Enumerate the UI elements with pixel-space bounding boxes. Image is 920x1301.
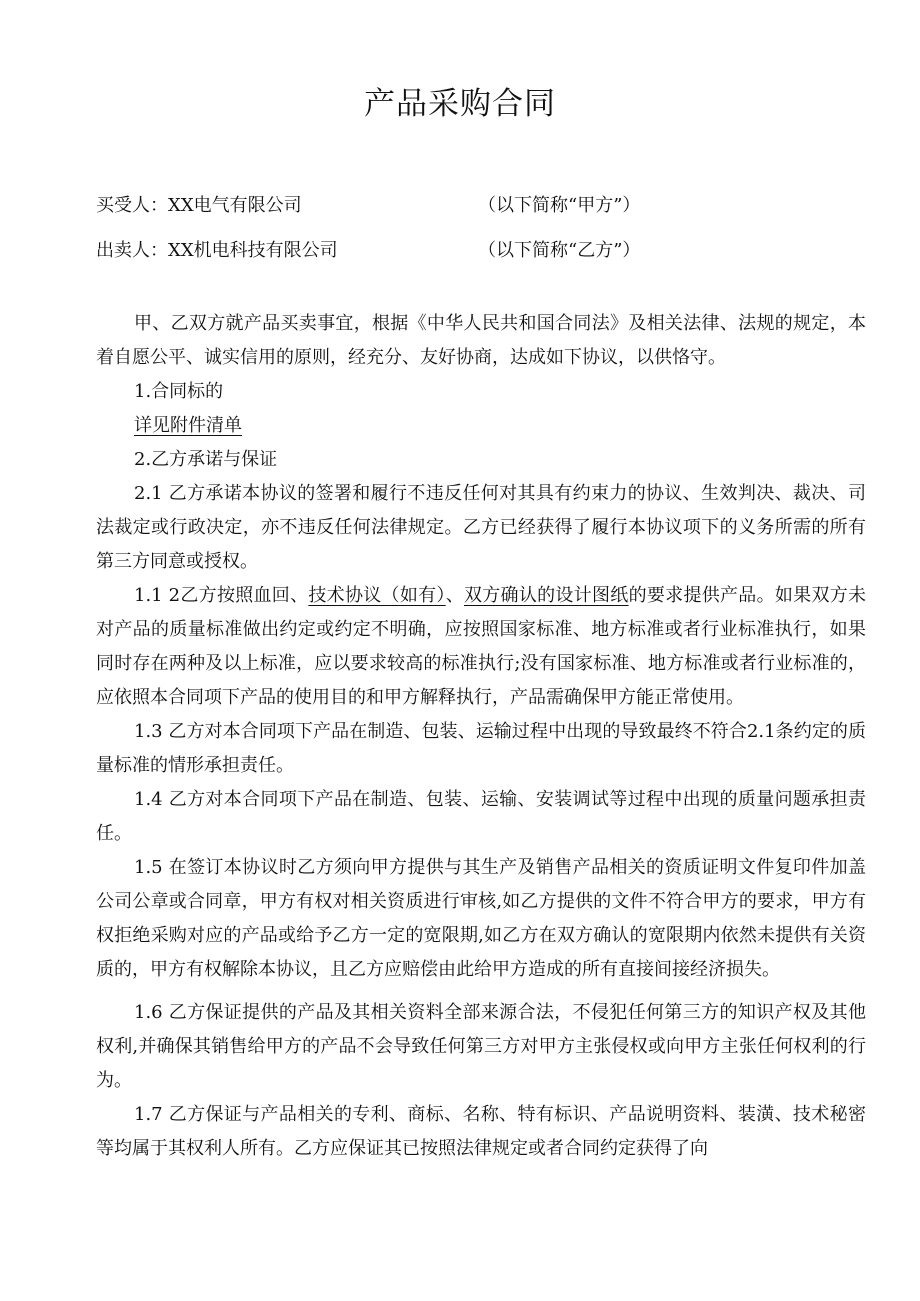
technical-agreement-link[interactable]: 技术协议（如有）: [308, 585, 446, 606]
attachment-list-link[interactable]: 详见附件清单: [134, 415, 242, 436]
seller-abbreviation: （以下简称“乙方”）: [478, 240, 641, 261]
section-1-heading: 1.合同标的: [134, 381, 224, 402]
buyer-name: XX电气有限公司: [168, 195, 302, 216]
buyer-line: [96, 193, 641, 219]
contract-title: 产品采购合同: [364, 86, 556, 122]
seller-line: [96, 238, 641, 264]
contract-body: [96, 307, 866, 1166]
clause-1-4: 1.4 乙方对本合同项下产品在制造、包装、运输、安装调试等过程中出现的质量问题承担责任。: [96, 789, 866, 844]
design-drawing-link[interactable]: 双方确认的设计图纸: [463, 585, 629, 606]
seller-name: XX机电科技有限公司: [168, 240, 338, 261]
clause-1-5: 1.5 在签订本协议时乙方须向甲方提供与其生产及销售产品相关的资质证明文件复印件加盖公司公章或合同章，甲方有权对相关资质进行审核,如乙方提供的文件不符合甲方的要求，甲方有权拒绝采购对应的产品或给予乙方一定的宽限期,如乙方在双方确认的宽限期内依然未提供有关资质的，甲方有权解除本协议，且乙方应赔偿由此给甲方造成的所有直接间接经济损失。: [96, 857, 866, 980]
intro-paragraph: 甲、乙双方就产品买卖事宜，根据《中华人民共和国合同法》及相关法律、法规的规定，本着自愿公平、诚实信用的原则，经充分、友好协商，达成如下协议，以供恪守。: [96, 313, 866, 368]
clause-2-1: 2.1 乙方承诺本协议的签署和履行不违反任何对其具有约束力的协议、生效判决、裁决、司法裁定或行政决定，亦不违反任何法律规定。乙方已经获得了履行本协议项下的义务所需的所有第三方同意或授权。: [96, 483, 866, 572]
clause-1-7: 1.7 乙方保证与产品相关的专利、商标、名称、特有标识、产品说明资料、装潢、技术秘密等均属于其权利人所有。乙方应保证其已按照法律规定或者合同约定获得了向: [96, 1104, 866, 1159]
clause-1-3: 1.3 乙方对本合同项下产品在制造、包装、运输过程中出现的导致最终不符合2.1条约定的质量标准的情形承担责任。: [96, 721, 866, 776]
buyer-label: 买受人：: [96, 195, 168, 216]
clause-1-6: 1.6 乙方保证提供的产品及其相关资料全部来源合法，不侵犯任何第三方的知识产权及其他权利,并确保其销售给甲方的产品不会导致任何第三方对甲方主张侵权或向甲方主张任何权利的行为。: [96, 1002, 866, 1091]
buyer-abbreviation: （以下简称“甲方”）: [478, 195, 641, 216]
section-2-heading: 2.乙方承诺与保证: [134, 449, 278, 470]
clause-1-1: 1.1 2乙方按照血回、技术协议（如有）、双方确认的设计图纸的要求提供产品。如果双方未对产品的质量标准做出约定或约定不明确，应按照国家标准、地方标准或者行业标准执行，如果同时存在两种及以上标准，应以要求较高的标准执行;没有国家标准、地方标准或者行业标准的，应依照本合同项下产品的使用目的和甲方解释执行，产品需确保甲方能正常使用。: [96, 585, 867, 708]
seller-label: 出卖人：: [96, 240, 168, 261]
